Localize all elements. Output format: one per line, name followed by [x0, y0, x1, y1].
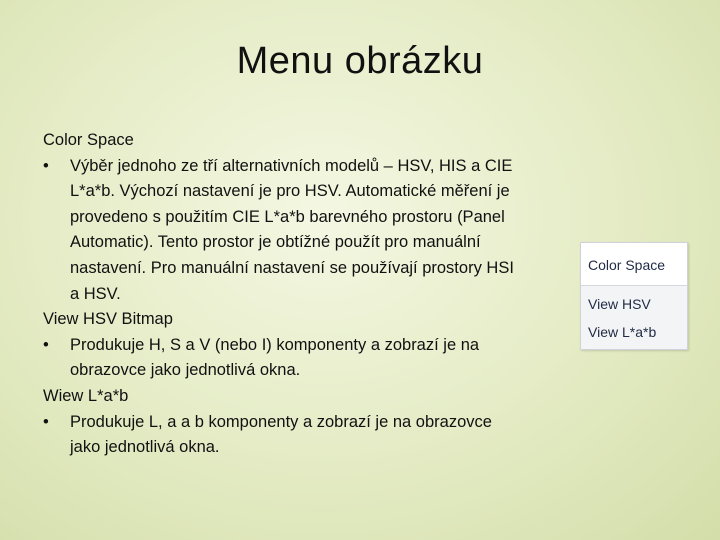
- bullet-line: nastavení. Pro manuální nastavení se používají prostory HSI: [70, 258, 514, 277]
- bullet-dot: •: [43, 412, 49, 431]
- slide-title: Menu obrázku: [236, 40, 484, 82]
- bullet-line: Automatic). Tento prostor je obtížné použít pro manuální: [70, 233, 481, 252]
- bullet-line: a HSV.: [70, 284, 121, 303]
- menu-item-view-lab[interactable]: View L*a*b: [588, 324, 657, 340]
- bullet-color-space: [43, 154, 583, 308]
- bullet-line: Produkuje L, a a b komponenty a zobrazí je na obrazovce: [70, 412, 492, 431]
- bullet-dot: •: [43, 156, 49, 175]
- menu-header[interactable]: [581, 243, 687, 286]
- bullet-line: L*a*b. Výchozí nastavení je pro HSV. Automatické měření je: [70, 182, 510, 201]
- section-heading-view-hsv-bitmap: View HSV Bitmap: [43, 310, 173, 329]
- bullet-view-hsv-bitmap: [43, 333, 583, 384]
- bullet-line: obrazovce jako jednotlivá okna.: [70, 361, 301, 380]
- section-heading-wiew-lab: Wiew L*a*b: [43, 386, 129, 405]
- bullet-dot: •: [43, 335, 49, 354]
- bullet-line: provedeno s použitím CIE L*a*b barevného prostoru (Panel: [70, 207, 505, 226]
- color-space-menu-screenshot: [580, 242, 688, 350]
- menu-item-view-hsv[interactable]: View HSV: [588, 296, 651, 312]
- menu-header-label: Color Space: [588, 257, 666, 273]
- slide-content: [43, 128, 583, 461]
- section-heading-color-space: Color Space: [43, 131, 134, 149]
- bullet-wiew-lab: [43, 410, 583, 461]
- bullet-line: Výběr jednoho ze tří alternativních modelů – HSV, HIS a CIE: [70, 156, 513, 175]
- bullet-line: Produkuje H, S a V (nebo I) komponenty a zobrazí je na: [70, 335, 480, 354]
- bullet-line: jako jednotlivá okna.: [70, 438, 220, 457]
